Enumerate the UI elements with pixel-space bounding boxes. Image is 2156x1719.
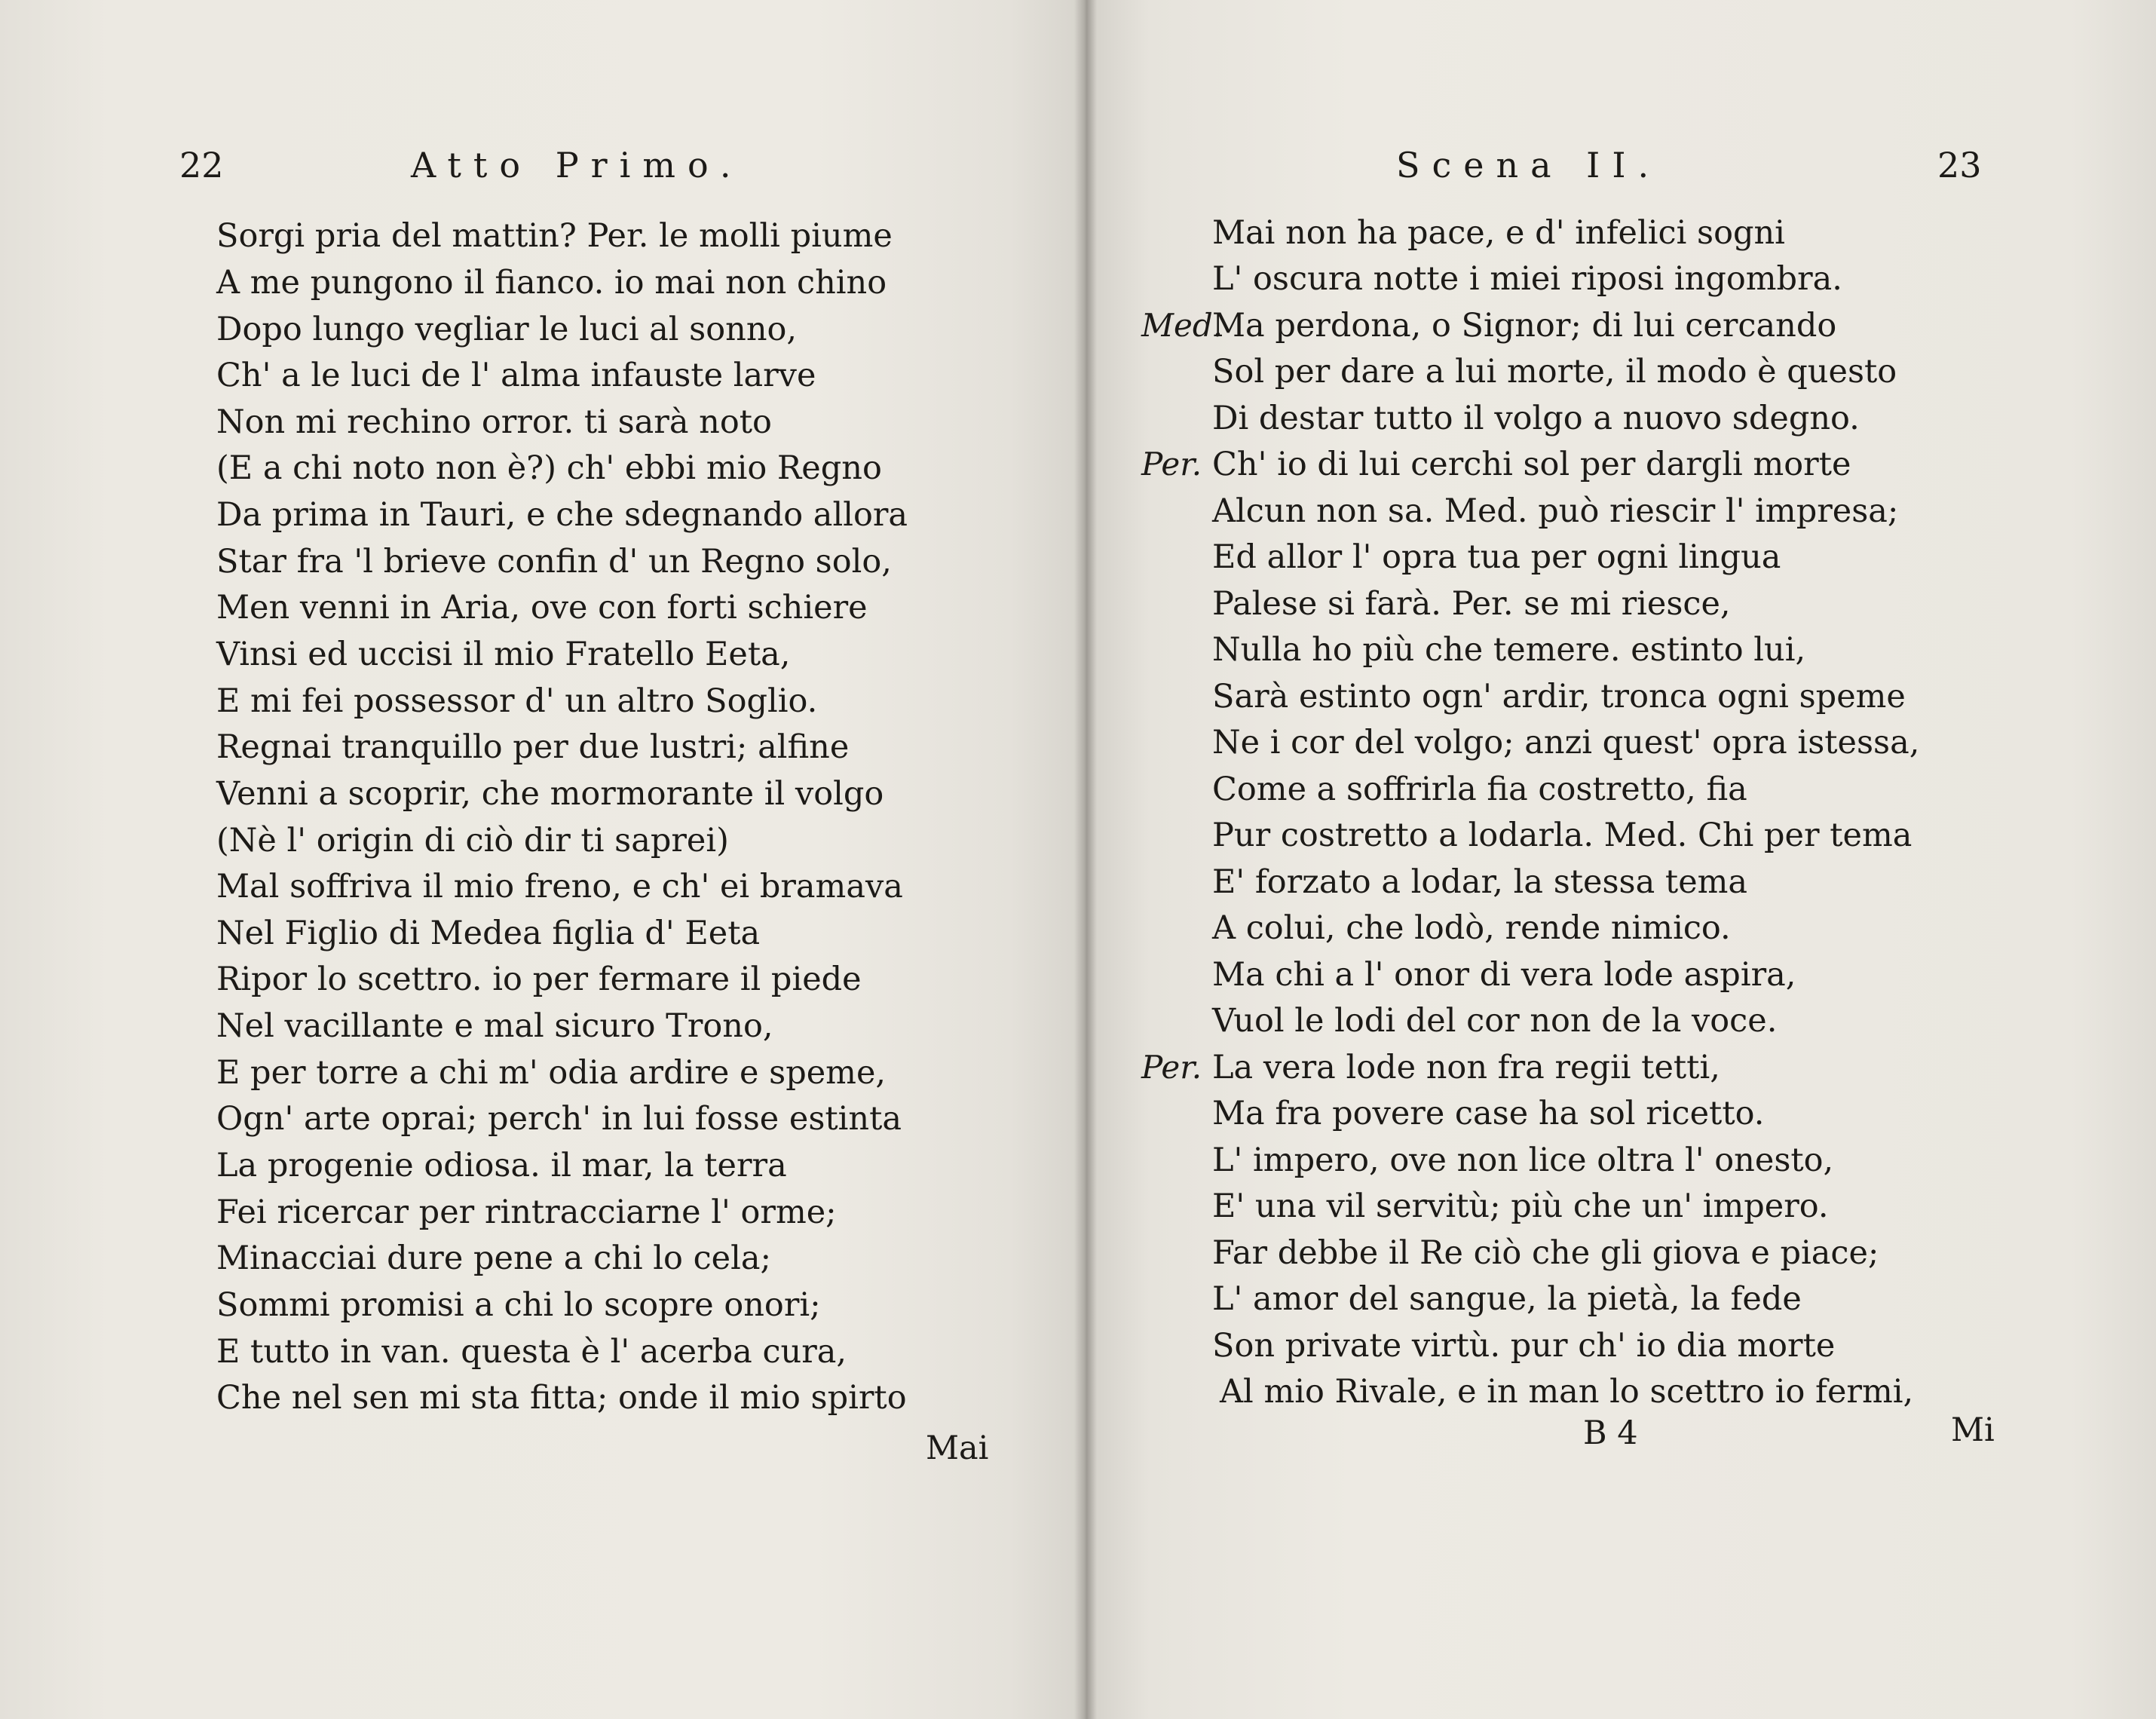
left-page-number: 22 xyxy=(179,145,224,185)
left-catchword: Mai xyxy=(926,1429,989,1467)
verse-line: A colui, che lodò, rende nimico. xyxy=(1212,909,1731,947)
right-running-head: Scena II. xyxy=(1396,145,1661,185)
verse-line: Men venni in Aria, ove con forti schiere xyxy=(216,589,868,627)
verse-line: Sol per dare a lui morte, il modo è questo xyxy=(1212,353,1897,391)
verse-line: Sorgi pria del mattin? Per. le molli piume xyxy=(216,217,893,255)
verse-line: Vinsi ed uccisi il mio Fratello Eeta, xyxy=(216,636,791,673)
verse-line: Regnai tranquillo per due lustri; alfine xyxy=(216,728,850,766)
verse-line: L' amor del sangue, la pietà, la fede xyxy=(1212,1280,1802,1318)
left-running-head: Atto Primo. xyxy=(411,145,743,185)
verse-line: Alcun non sa. Med. può riescir l' impresa; xyxy=(1212,492,1899,530)
verse-line: Far debbe il Re ciò che gli giova e piace; xyxy=(1212,1234,1879,1272)
verse-line: Minacciai dure pene a chi lo cela; xyxy=(216,1239,771,1277)
verse-line: L' impero, ove non lice oltra l' onesto, xyxy=(1212,1141,1834,1179)
verse-line: L' oscura notte i miei riposi ingombra. xyxy=(1212,260,1842,298)
verse-line: Come a soffrirla fia costretto, fia xyxy=(1212,771,1747,808)
verse-line: Fei ricercar per rintracciarne l' orme; xyxy=(216,1193,837,1231)
verse-line: Ma chi a l' onor di vera lode aspira, xyxy=(1212,956,1796,994)
verse-line: Mal soffriva il mio freno, e ch' ei bramava xyxy=(216,868,903,905)
verse-line: Che nel sen mi sta fitta; onde il mio spirto xyxy=(216,1379,907,1417)
speaker-label: Per. xyxy=(1141,446,1202,483)
verse-line: Nulla ho più che temere. estinto lui, xyxy=(1212,631,1806,669)
verse-line: Di destar tutto il volgo a nuovo sdegno. xyxy=(1212,400,1860,437)
verse-line: Nel vacillante e mal sicuro Trono, xyxy=(216,1007,773,1045)
verse-line: Non mi rechino orror. ti sarà noto xyxy=(216,403,772,441)
verse-line: Ch' io di lui cerchi sol per dargli morte xyxy=(1212,446,1851,483)
verse-line: Ne i cor del volgo; anzi quest' opra istessa, xyxy=(1212,724,1920,761)
verse-line: La progenie odiosa. il mar, la terra xyxy=(216,1147,787,1184)
verse-line: Ma perdona, o Signor; di lui cercando xyxy=(1212,307,1837,345)
verse-line: Da prima in Tauri, e che sdegnando allora xyxy=(216,496,908,534)
verse-line: Nel Figlio di Medea figlia d' Eeta xyxy=(216,915,761,952)
right-page-number: 23 xyxy=(1937,145,1982,185)
book-gutter xyxy=(1074,0,1097,1719)
verse-line: E per torre a chi m' odia ardire e speme, xyxy=(216,1054,887,1092)
verse-line: Mai non ha pace, e d' infelici sogni xyxy=(1212,214,1785,252)
verse-line: A me pungono il fianco. io mai non chino xyxy=(216,264,887,302)
right-page xyxy=(1086,0,2156,1719)
signature-mark: B 4 xyxy=(1583,1414,1638,1452)
verse-line: Ch' a le luci de l' alma infauste larve xyxy=(216,357,816,394)
verse-line: Sommi promisi a chi lo scopre onori; xyxy=(216,1286,821,1324)
verse-line: Al mio Rivale, e in man lo scettro io fermi, xyxy=(1220,1373,1914,1411)
verse-line: E mi fei possessor d' un altro Soglio. xyxy=(216,682,818,720)
verse-line: La vera lode non fra regii tetti, xyxy=(1212,1049,1720,1086)
right-catchword: Mi xyxy=(1951,1411,1995,1449)
verse-line: Ogn' arte oprai; perch' in lui fosse estinta xyxy=(216,1100,902,1138)
verse-line: Palese si farà. Per. se mi riesce, xyxy=(1212,585,1731,623)
verse-line: E tutto in van. questa è l' acerba cura, xyxy=(216,1333,847,1371)
verse-line: Ed allor l' opra tua per ogni lingua xyxy=(1212,538,1781,576)
verse-line: Star fra 'l brieve confin d' un Regno solo, xyxy=(216,543,892,581)
verse-line: Vuol le lodi del cor non de la voce. xyxy=(1212,1002,1778,1040)
verse-line: Dopo lungo vegliar le luci al sonno, xyxy=(216,311,798,348)
verse-line: Son private virtù. pur ch' io dia morte xyxy=(1212,1327,1836,1365)
verse-line: Ma fra povere case ha sol ricetto. xyxy=(1212,1095,1765,1132)
verse-line: Sarà estinto ogn' ardir, tronca ogni speme xyxy=(1212,678,1906,715)
verse-line: Ripor lo scettro. io per fermare il piede xyxy=(216,961,862,998)
speaker-label: Per. xyxy=(1141,1049,1202,1086)
speaker-label: Med. xyxy=(1141,307,1223,344)
verse-line: Pur costretto a lodarla. Med. Chi per tema xyxy=(1212,817,1913,854)
verse-line: (Nè l' origin di ciò dir ti saprei) xyxy=(216,822,729,860)
verse-line: E' una vil servitù; più che un' impero. xyxy=(1212,1187,1829,1225)
verse-line: (E a chi noto non è?) ch' ebbi mio Regno xyxy=(216,449,882,487)
verse-line: E' forzato a lodar, la stessa tema xyxy=(1212,863,1748,901)
verse-line: Venni a scoprir, che mormorante il volgo xyxy=(216,775,884,813)
